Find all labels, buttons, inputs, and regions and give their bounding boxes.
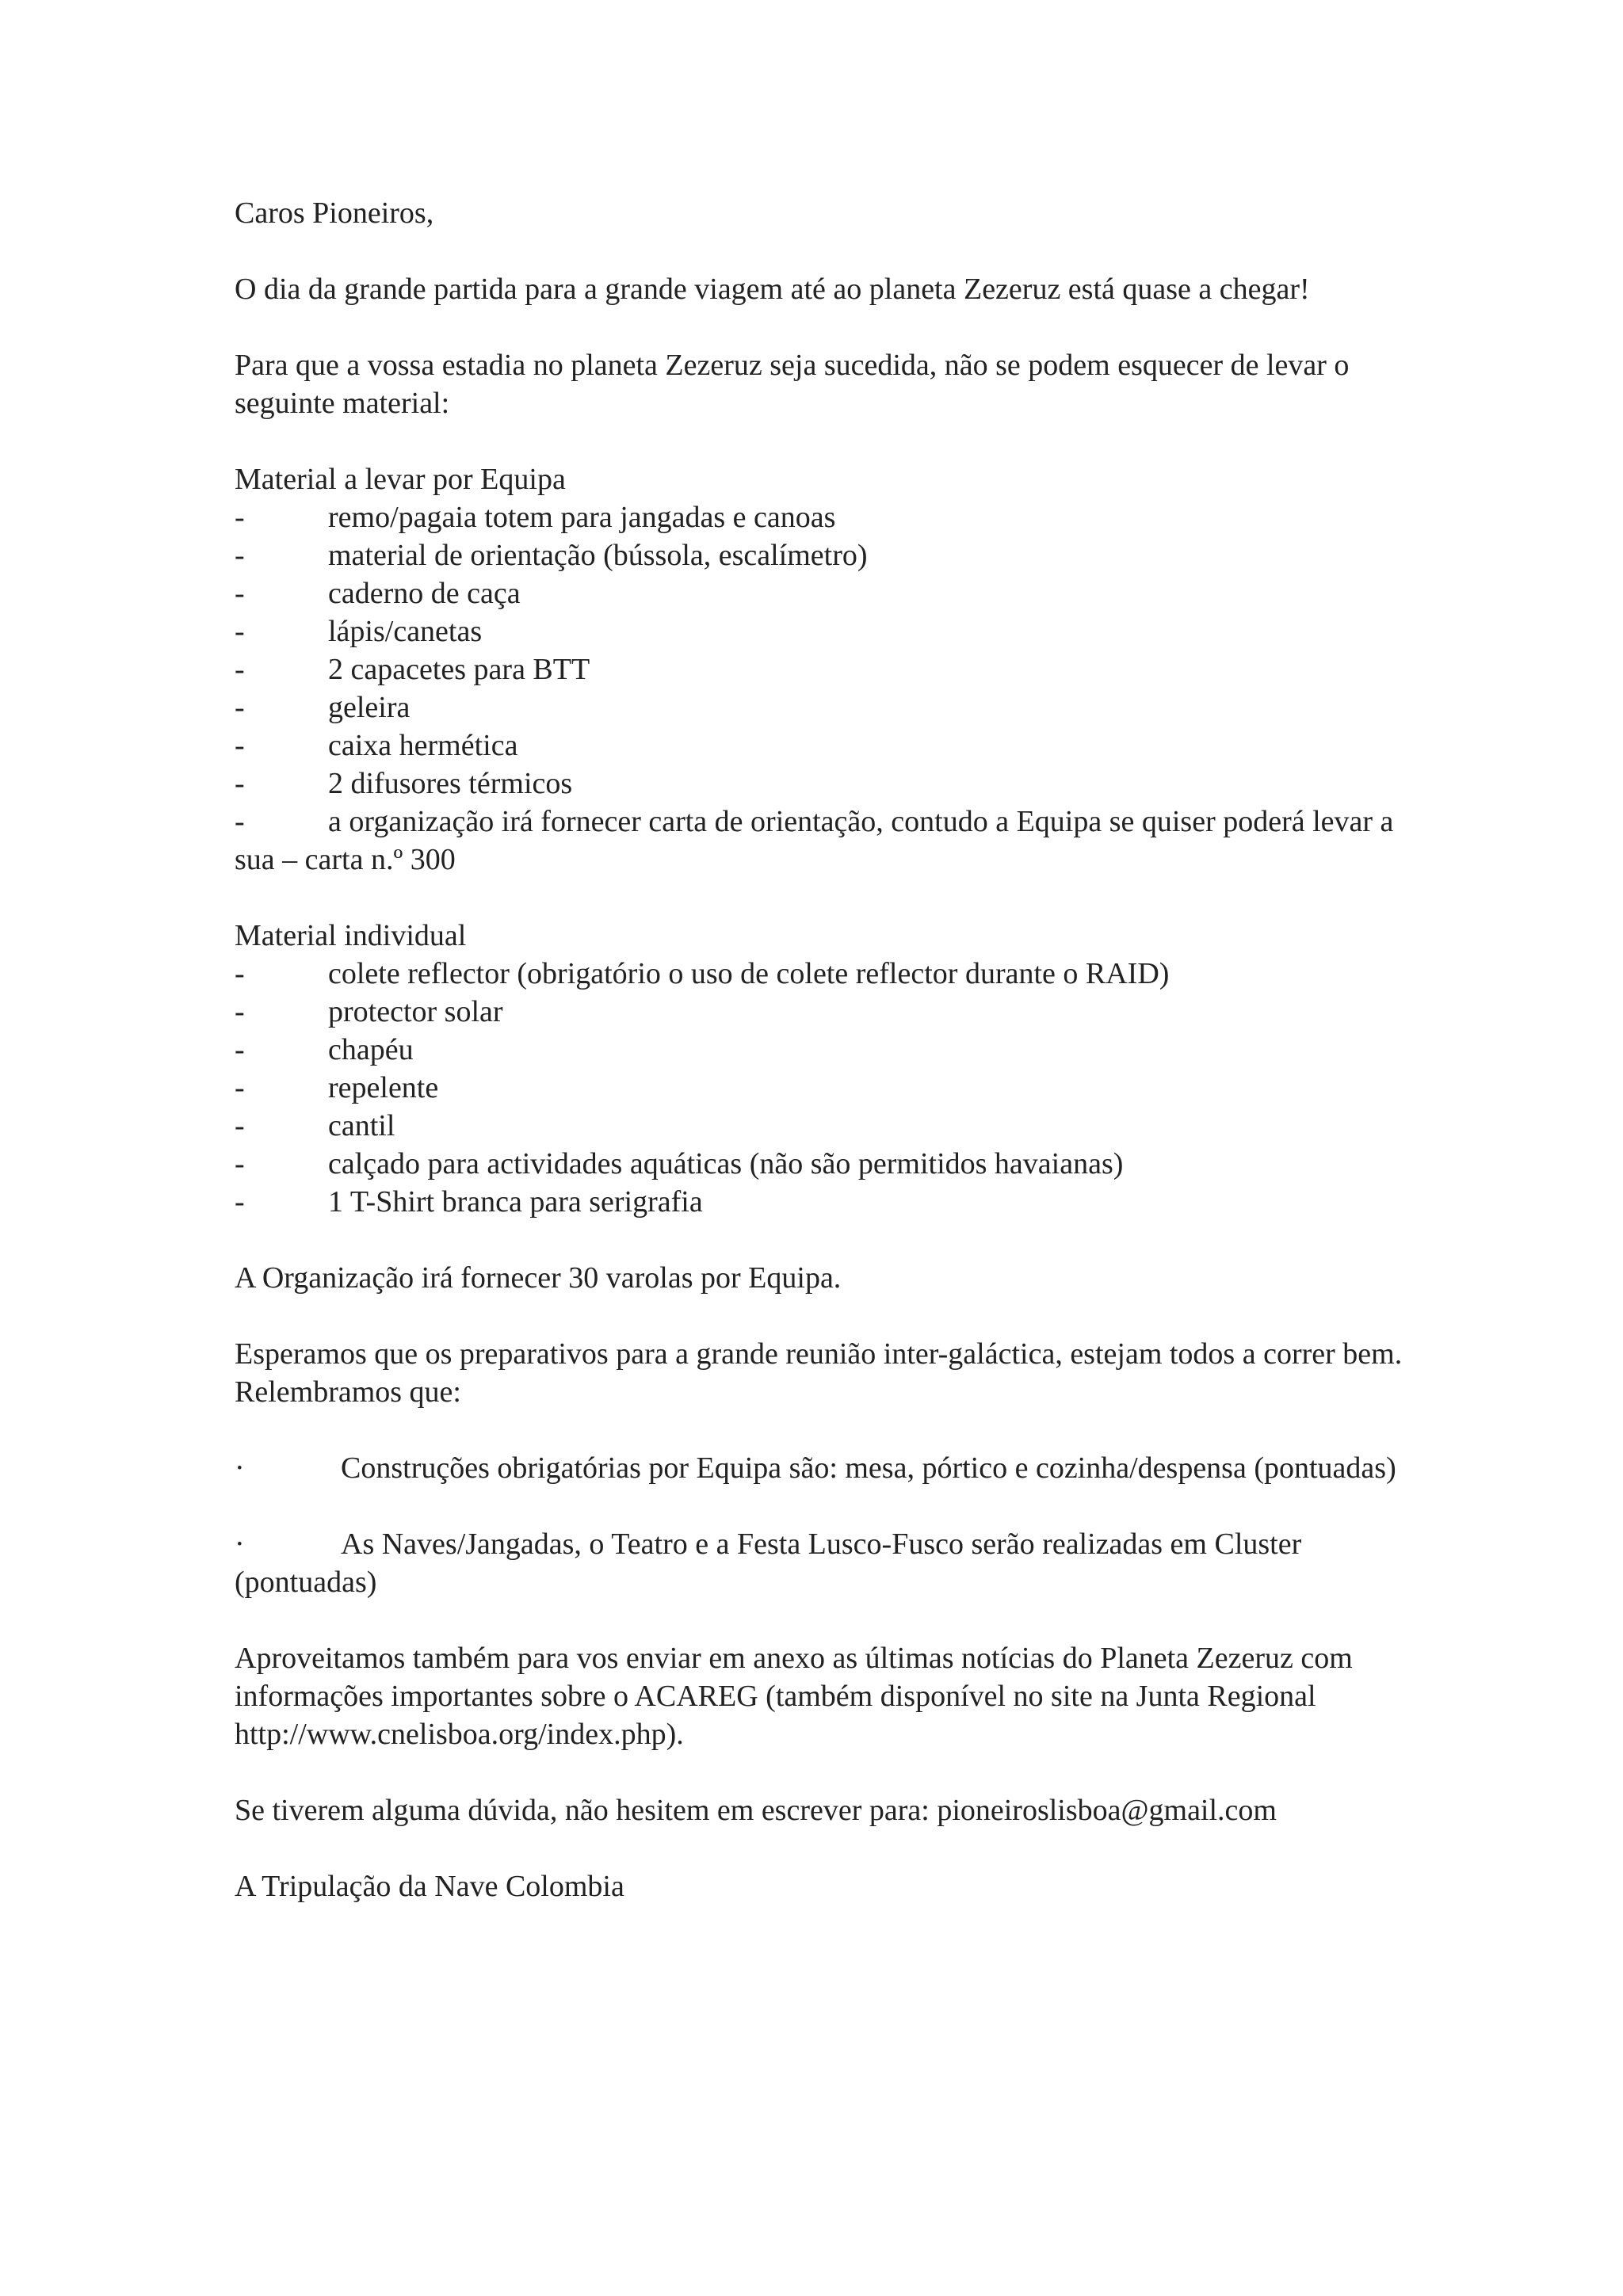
- dash-marker: -: [235, 767, 245, 800]
- list-item: [235, 1069, 1407, 1107]
- list-item: [235, 993, 1407, 1031]
- individual-material-title: Material individual: [235, 919, 467, 952]
- list-item: [235, 688, 1407, 727]
- list-item-text: caderno de caça: [328, 577, 521, 610]
- list-item-text: 2 capacetes para BTT: [328, 653, 590, 686]
- reminder-text: Construções obrigatórias por Equipa são: mesa, pórtico e cozinha/despensa (pontuadas): [341, 1451, 1396, 1485]
- individual-material-list: [235, 955, 1407, 1221]
- list-item-text: chapéu: [328, 1033, 414, 1066]
- list-item: [235, 574, 1407, 612]
- list-item: [235, 1107, 1407, 1145]
- contact-paragraph: Se tiverem alguma dúvida, não hesitem em escrever para: pioneiroslisboa@gmail.com: [235, 1794, 1277, 1827]
- dash-marker: -: [235, 501, 245, 534]
- list-item-text: 2 difusores térmicos: [328, 767, 573, 800]
- dash-marker: -: [235, 615, 245, 648]
- list-item: [235, 498, 1407, 536]
- varolas-paragraph: A Organização irá fornecer 30 varolas por Equipa.: [235, 1261, 842, 1295]
- list-item-text: colete reflector (obrigatório o uso de colete reflector durante o RAID): [328, 957, 1170, 990]
- dash-marker: -: [235, 1109, 245, 1142]
- list-item-text: a organização irá fornecer carta de orientação, contudo a Equipa se quiser poderá levar a sua – carta n.º 300: [235, 805, 1394, 876]
- reminder-text: As Naves/Jangadas, o Teatro e a Festa Lusco-Fusco serão realizadas em Cluster (pontuadas): [235, 1527, 1302, 1599]
- bullet-marker: ·: [235, 1527, 245, 1561]
- material-intro-paragraph: Para que a vossa estadia no planeta Zezeruz seja sucedida, não se podem esquecer de levar o seguinte material:: [235, 349, 1350, 420]
- dash-marker: -: [235, 729, 245, 762]
- signature: A Tripulação da Nave Colombia: [235, 1870, 624, 1903]
- dash-marker: -: [235, 653, 245, 686]
- letter-body: [235, 194, 1407, 1943]
- list-item-text: cantil: [328, 1109, 395, 1142]
- dash-marker: -: [235, 539, 245, 572]
- team-material-list: [235, 498, 1407, 879]
- list-item-text: geleira: [328, 691, 411, 724]
- list-item-text: protector solar: [328, 995, 503, 1028]
- list-item-text: lápis/canetas: [328, 615, 483, 648]
- list-item-text: repelente: [328, 1071, 439, 1104]
- list-item: [235, 1145, 1407, 1183]
- intro-paragraph: O dia da grande partida para a grande viagem até ao planeta Zezeruz está quase a chegar!: [235, 273, 1310, 306]
- list-item: [235, 650, 1407, 688]
- list-item: [235, 1183, 1407, 1221]
- list-item: [235, 1031, 1407, 1069]
- list-item: [235, 955, 1407, 993]
- list-item-text: calçado para actividades aquáticas (não são permitidos havaianas): [328, 1147, 1124, 1180]
- news-paragraph: Aproveitamos também para vos enviar em anexo as últimas notícias do Planeta Zezeruz com informações importantes sobre o ACAREG (também disponível no site na Junta Regional http://www.cnelisboa.org/index.php).: [235, 1642, 1353, 1751]
- dash-marker: -: [235, 805, 245, 838]
- dash-marker: -: [235, 1033, 245, 1066]
- list-item-text: caixa hermética: [328, 729, 518, 762]
- list-item-text: 1 T-Shirt branca para serigrafia: [328, 1185, 703, 1219]
- list-item: [235, 727, 1407, 765]
- reminder-item: [235, 1525, 1407, 1601]
- team-material-title: Material a levar por Equipa: [235, 463, 566, 496]
- list-item: [235, 803, 1407, 879]
- greeting: Caros Pioneiros,: [235, 196, 434, 230]
- dash-marker: -: [235, 577, 245, 610]
- list-item-text: remo/pagaia totem para jangadas e canoas: [328, 501, 836, 534]
- list-item-text: material de orientação (bússola, escalímetro): [328, 539, 868, 572]
- dash-marker: -: [235, 691, 245, 724]
- bullet-marker: ·: [235, 1451, 245, 1485]
- list-item: [235, 536, 1407, 574]
- list-item: [235, 612, 1407, 650]
- preparations-paragraph: Esperamos que os preparativos para a grande reunião inter-galáctica, estejam todos a correr bem. Relembramos que:: [235, 1337, 1403, 1409]
- dash-marker: -: [235, 1147, 245, 1180]
- reminder-item: [235, 1449, 1407, 1487]
- dash-marker: -: [235, 995, 245, 1028]
- dash-marker: -: [235, 1185, 245, 1219]
- dash-marker: -: [235, 957, 245, 990]
- list-item: [235, 765, 1407, 803]
- dash-marker: -: [235, 1071, 245, 1104]
